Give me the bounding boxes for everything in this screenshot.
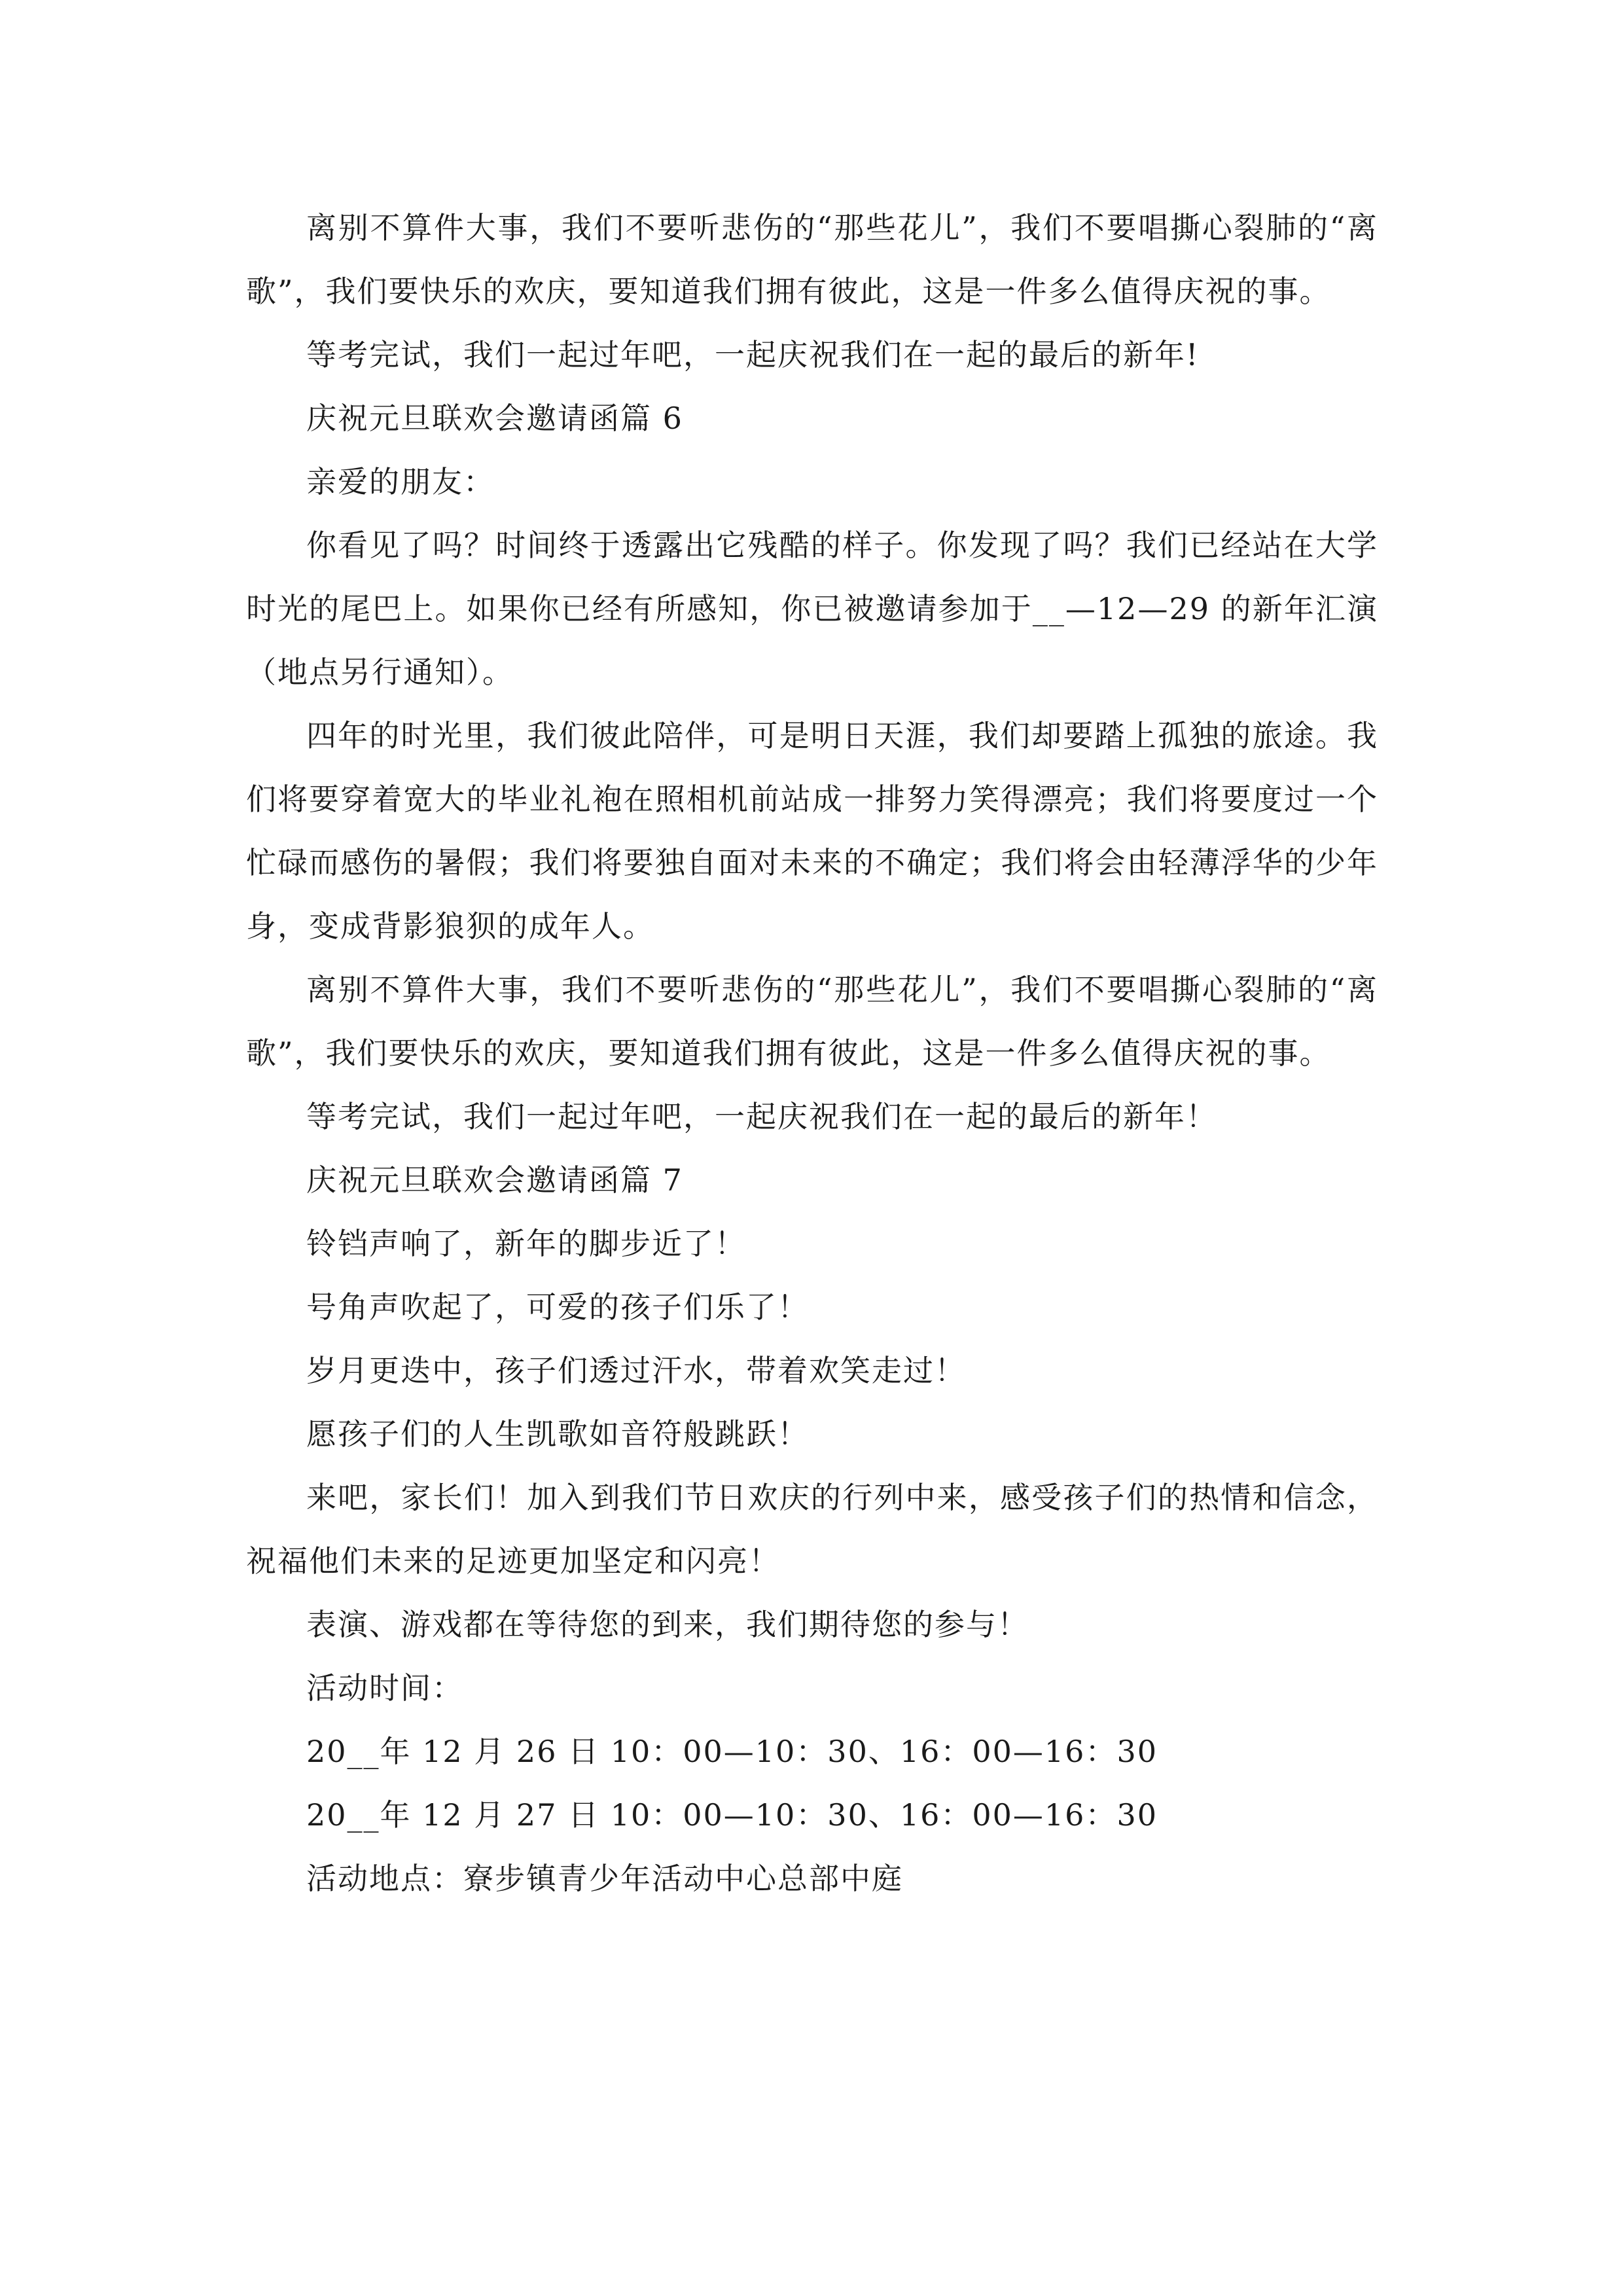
- paragraph: 等考完试，我们一起过年吧，一起庆祝我们在一起的最后的新年！: [306, 1099, 1217, 1134]
- paragraph: 你看见了吗？时间终于透露出它残酷的样子。你发现了吗？我们已经站在大学时光的尾巴上。如果你已经有所感知，你已被邀请参加于__—12—29 的新年汇演（地点另行通知）。: [246, 528, 1378, 690]
- event-time-entry: 20__年 12 月 27 日 10：00—10：30、16：00—16：30: [306, 1797, 1158, 1833]
- salutation: 亲爱的朋友：: [306, 464, 495, 499]
- section-heading: 庆祝元旦联欢会邀请函篇 7: [306, 1162, 683, 1198]
- section-heading: 庆祝元旦联欢会邀请函篇 6: [306, 401, 683, 436]
- paragraph: 四年的时光里，我们彼此陪伴，可是明日天涯，我们却要踏上孤独的旅途。我们将要穿着宽大的毕业礼袍在照相机前站成一排努力笑得漂亮；我们将要度过一个忙碌而感伤的暑假；我们将要独自面对未来的不确定；我们将会由轻薄浮华的少年身，变成背影狼狈的成年人。: [246, 718, 1378, 944]
- paragraph: 号角声吹起了，可爱的孩子们乐了！: [306, 1289, 809, 1325]
- paragraph: 愿孩子们的人生凯歌如音符般跳跃！: [306, 1416, 809, 1452]
- document-body: [246, 196, 1378, 1910]
- paragraph: 离别不算件大事，我们不要听悲伤的“那些花儿”，我们不要唱撕心裂肺的“离歌”，我们要快乐的欢庆，要知道我们拥有彼此，这是一件多么值得庆祝的事。: [246, 210, 1378, 309]
- paragraph: 表演、游戏都在等待您的到来，我们期待您的参与！: [306, 1607, 1029, 1642]
- event-time-entry: 20__年 12 月 26 日 10：00—10：30、16：00—16：30: [306, 1734, 1158, 1769]
- paragraph: 岁月更迭中，孩子们透过汗水，带着欢笑走过！: [306, 1353, 966, 1388]
- paragraph: 离别不算件大事，我们不要听悲伤的“那些花儿”，我们不要唱撕心裂肺的“离歌”，我们要快乐的欢庆，要知道我们拥有彼此，这是一件多么值得庆祝的事。: [246, 972, 1378, 1071]
- paragraph: 铃铛声响了，新年的脚步近了！: [306, 1226, 746, 1261]
- paragraph: 等考完试，我们一起过年吧，一起庆祝我们在一起的最后的新年!: [306, 337, 1200, 372]
- paragraph: 来吧，家长们！加入到我们节日欢庆的行列中来，感受孩子们的热情和信念，祝福他们未来的足迹更加坚定和闪亮！: [246, 1480, 1378, 1579]
- event-location: 活动地点：寮步镇青少年活动中心总部中庭: [306, 1861, 903, 1896]
- event-time-label: 活动时间：: [306, 1670, 463, 1706]
